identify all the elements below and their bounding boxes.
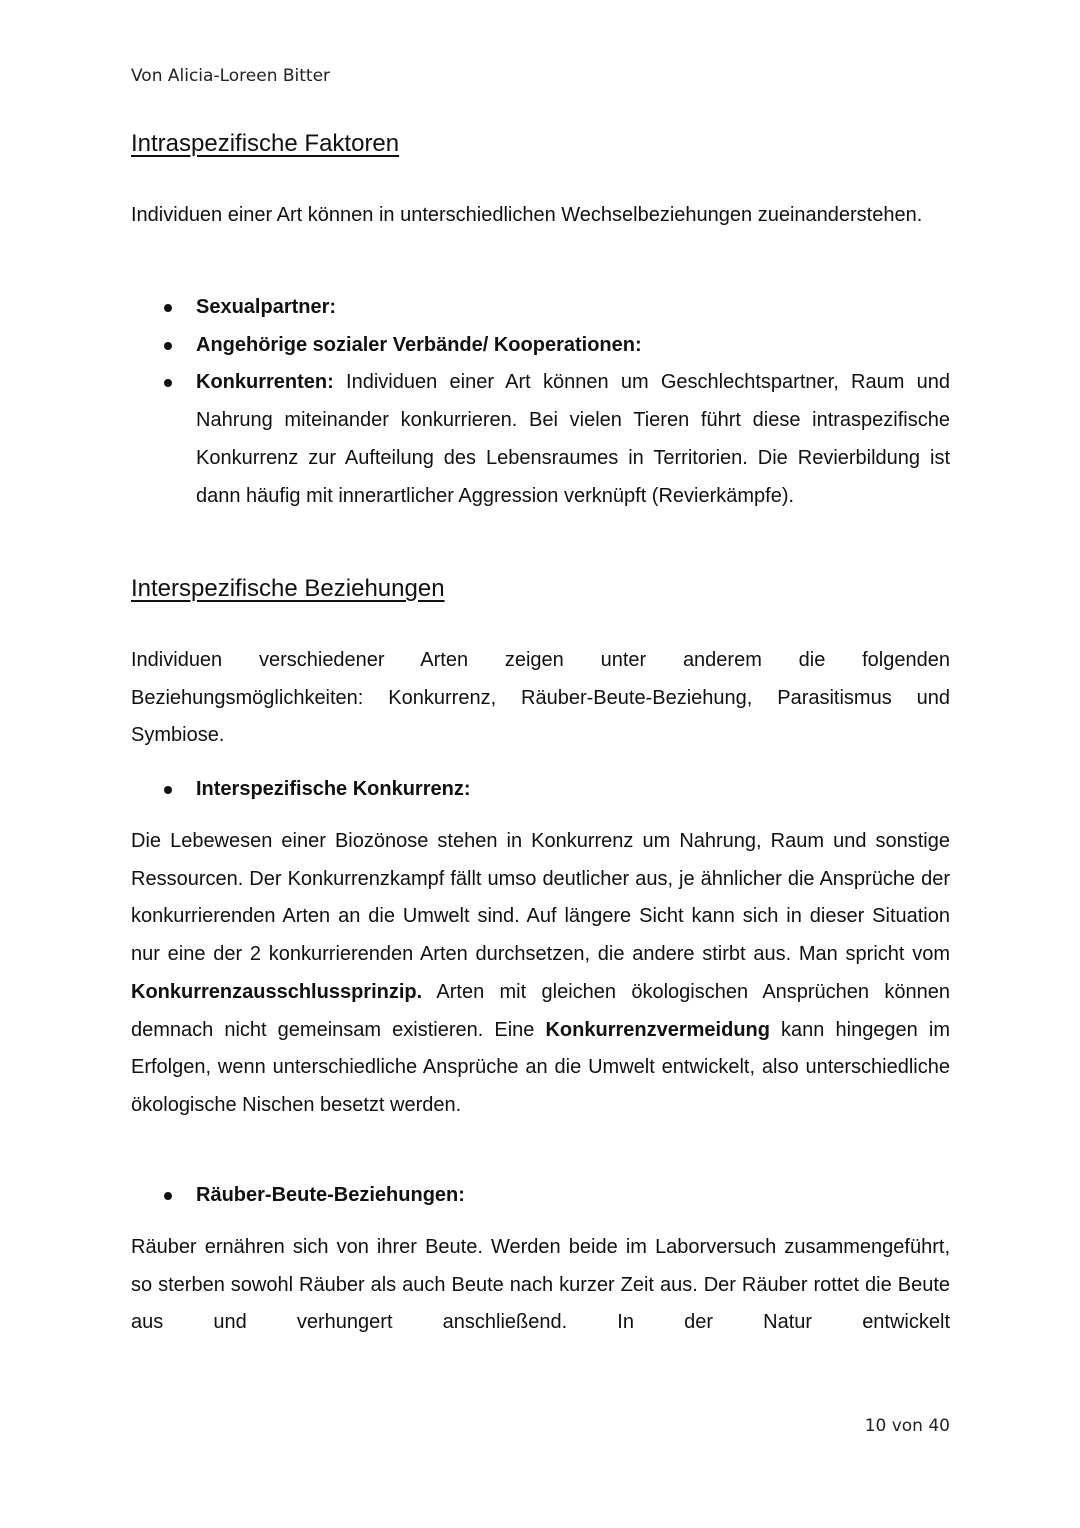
- text-run: Arten mit gleichen ökologischen Ansprüchen können demnach nicht gemeinsam existieren. Eine: [131, 980, 950, 1041]
- bullet-list-raeuber-beute: [131, 1177, 950, 1215]
- paragraph-intro-interspezifisch: Individuen verschiedener Arten zeigen unter anderem die folgenden Beziehungsmöglichkeiten: Konkurrenz, Räuber-Beute-Beziehung, Parasitismus und Symbiose.: [131, 649, 950, 747]
- text-run: Die Lebewesen einer Biozönose stehen in Konkurrenz um Nahrung, Raum und sonstige Ressourcen. Der Konkurrenzkampf fällt umso deutlicher aus, je ähnlicher die Ansprüche der konkurrierenden Arten an die Umwelt sind. Auf längere Sicht kann sich in dieser Situation nur eine der 2 konkurrierenden Arten durchsetzen, die andere stirbt aus. Man spricht vom: [131, 830, 950, 966]
- term-konkurrenzausschlussprinzip: Konkurrenzausschlussprinzip.: [131, 980, 423, 1003]
- list-item: [131, 364, 950, 515]
- list-item: [131, 327, 950, 365]
- list-item: [131, 771, 950, 809]
- bullet-list-konkurrenz: [131, 771, 950, 809]
- list-item: [131, 289, 950, 327]
- term-konkurrenzvermeidung: Konkurrenzvermeidung: [545, 1018, 770, 1041]
- bullet-term: Räuber-Beute-Beziehungen:: [196, 1184, 465, 1206]
- document-page: [131, 0, 950, 1528]
- bullet-term: Interspezifische Konkurrenz:: [196, 778, 471, 800]
- bullet-term: Angehörige sozialer Verbände/ Kooperationen:: [196, 333, 642, 356]
- bullet-term: Sexualpartner:: [196, 296, 337, 318]
- text-run: kann hingegen im Erfolgen, wenn unterschiedliche Ansprüche an die Umwelt entwickelt, also unterschiedliche ökologische Nischen besetzt werden.: [131, 1018, 950, 1116]
- bullet-text: Individuen einer Art können um Geschlechtspartner, Raum und Nahrung miteinander konkurrieren. Bei vielen Tieren führt diese intraspezifische Konkurrenz zur Aufteilung des Lebensraumes in Territorien. Die Revierbildung ist dann häufig mit innerartlicher Aggression verknüpft (Revierkämpfe).: [196, 371, 950, 507]
- paragraph-konkurrenz: [131, 823, 950, 1125]
- paragraph-raeuber-beute: Räuber ernähren sich von ihrer Beute. Werden beide im Laborversuch zusammengeführt, so sterben sowohl Räuber als auch Beute nach kurzer Zeit aus. Der Räuber rottet die Beute aus und verhungert anschließend. In der Natur entwickelt: [131, 1236, 950, 1334]
- bullet-term: Konkurrenten:: [196, 371, 334, 394]
- heading-interspezifische-beziehungen: Interspezifische Beziehungen: [131, 575, 445, 602]
- list-item: [131, 1177, 950, 1215]
- bullet-list-intraspezifisch: [131, 289, 950, 515]
- page-number: 10 von 40: [864, 1416, 950, 1436]
- header-author: Von Alicia-Loreen Bitter: [131, 66, 331, 86]
- paragraph-intro-intraspezifisch: Individuen einer Art können in unterschiedlichen Wechselbeziehungen zueinanderstehen.: [131, 204, 923, 226]
- heading-intraspezifische-faktoren: Intraspezifische Faktoren: [131, 130, 400, 157]
